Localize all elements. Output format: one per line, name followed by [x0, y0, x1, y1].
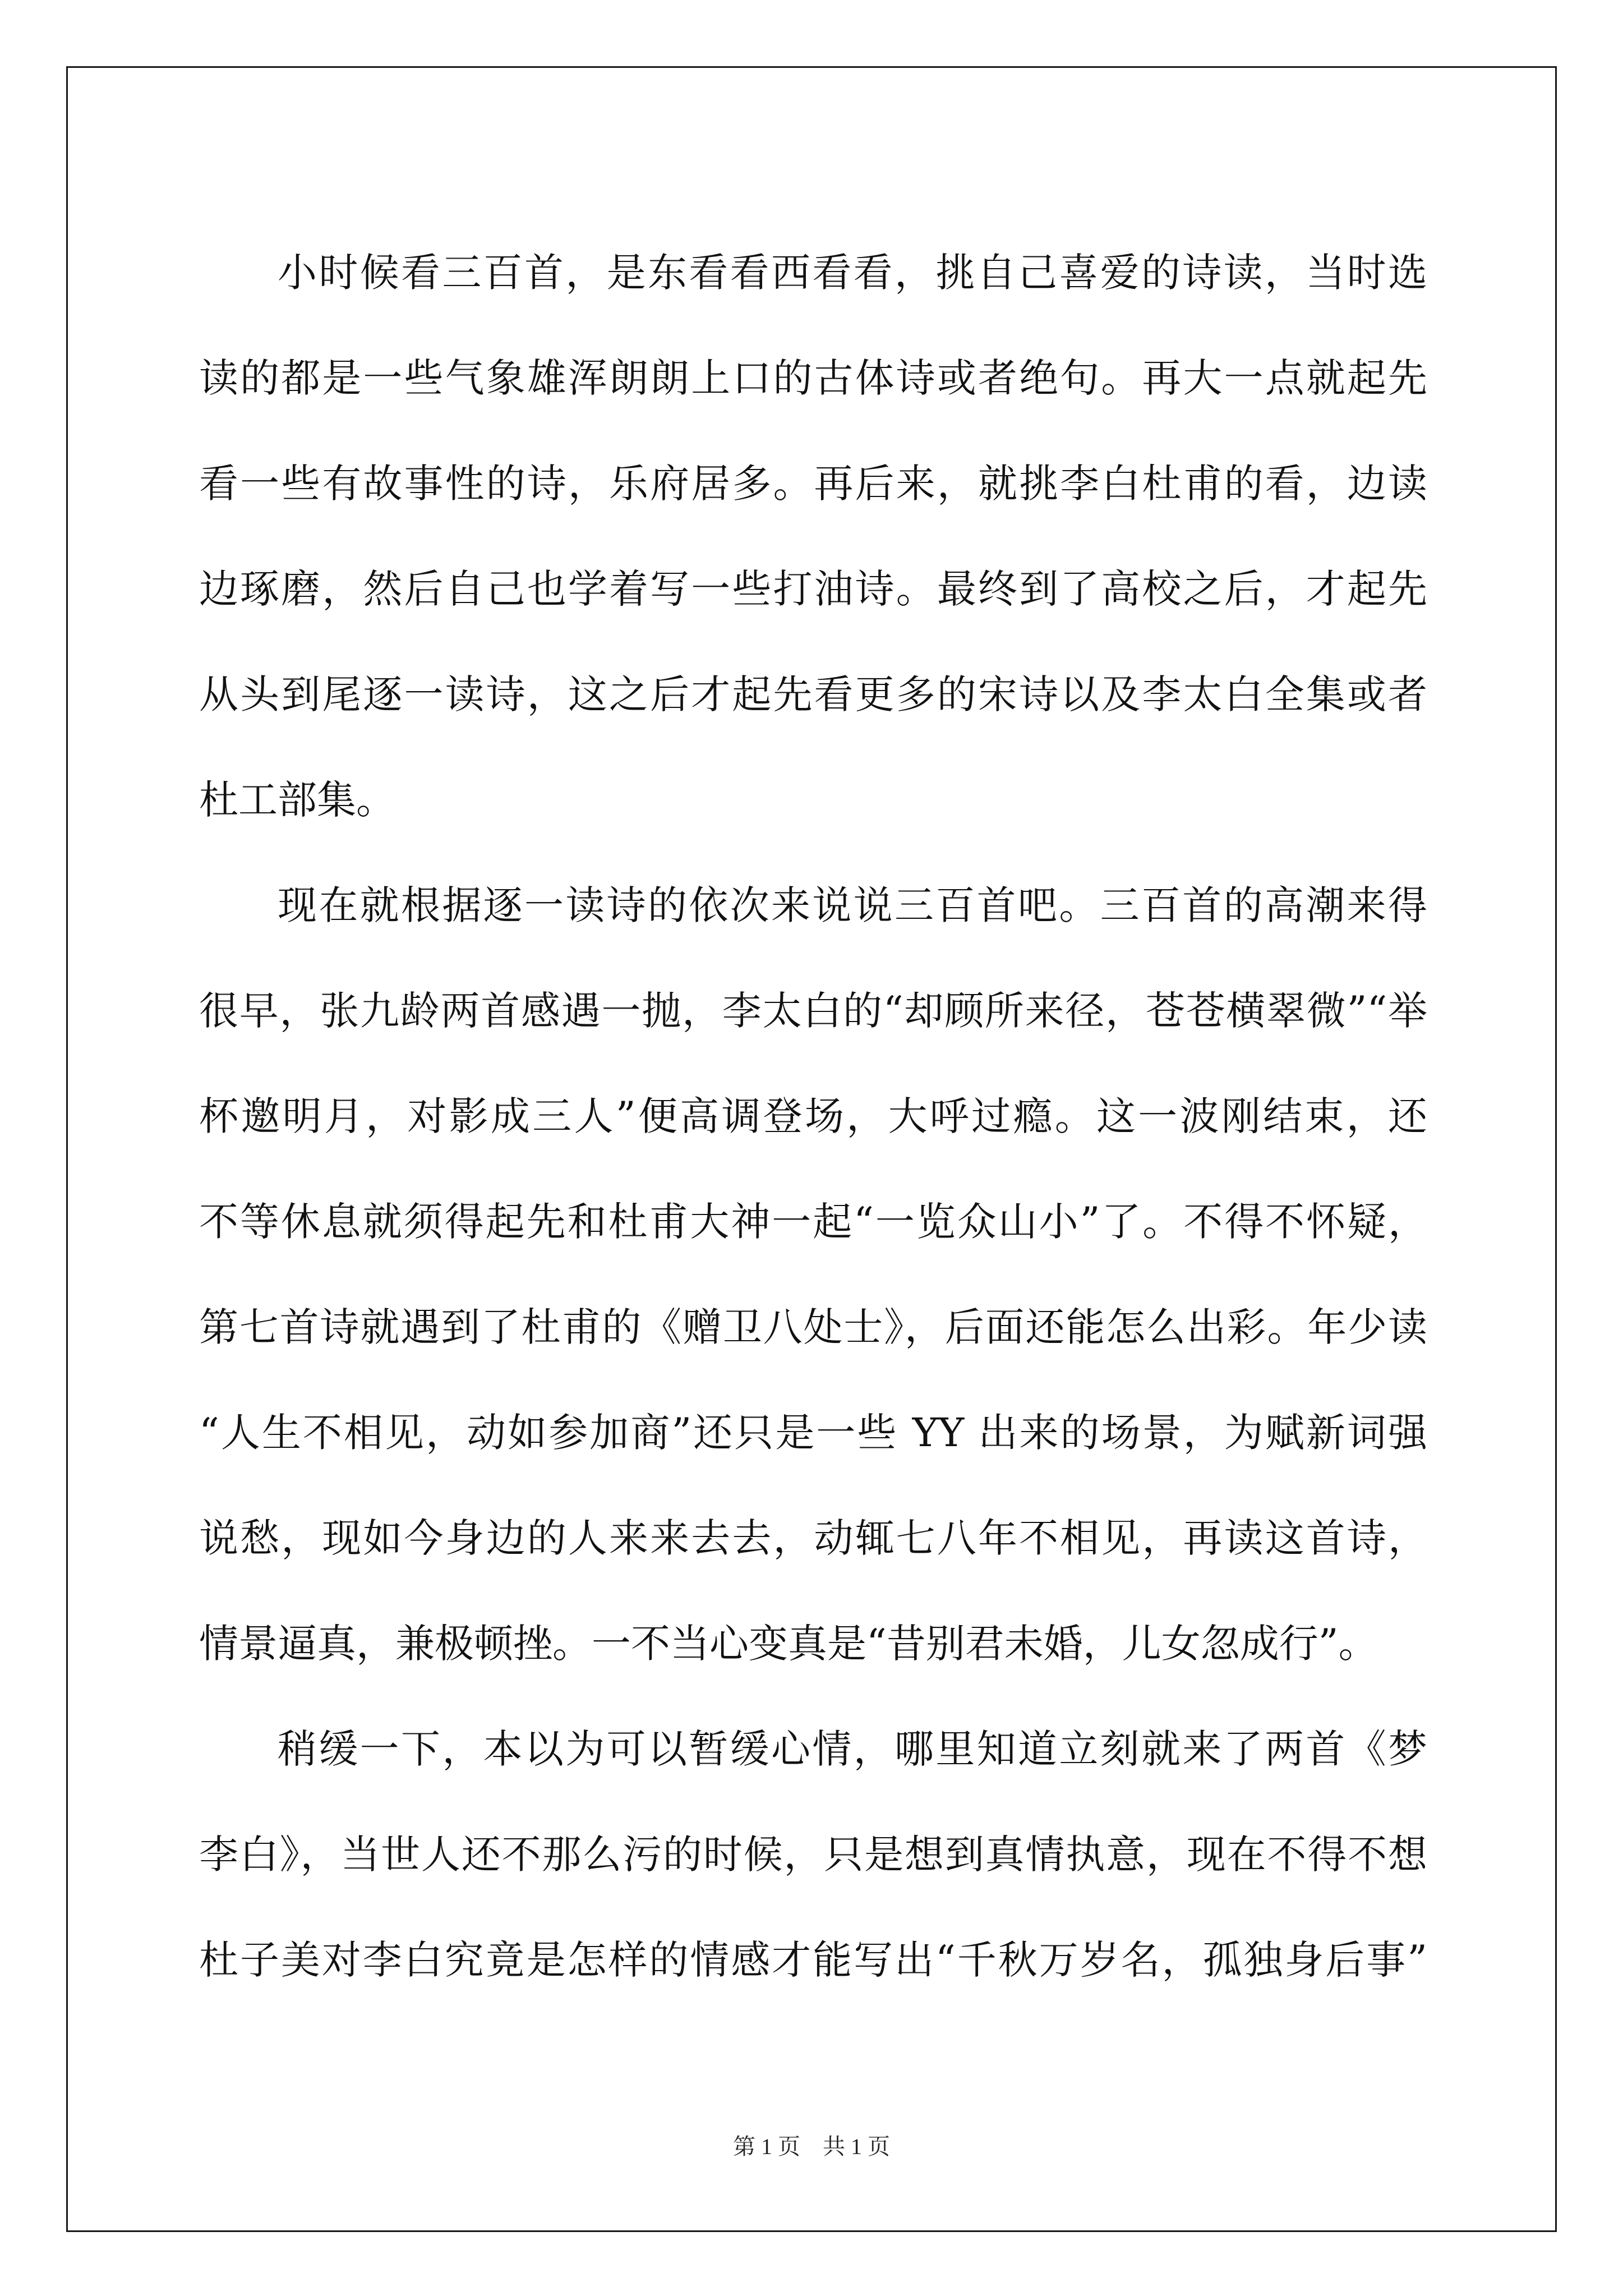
text-line: 看一些有故事性的诗，乐府居多。再后来，就挑李白杜甫的看，边读: [199, 461, 1427, 507]
text-line: 不等休息就须得起先和杜甫大神一起“一览众山小”了。不得不怀疑，: [199, 1199, 1427, 1245]
text-line: 从头到尾逐一读诗，这之后才起先看更多的宋诗以及李太白全集或者: [199, 671, 1427, 717]
text-line: 读的都是一些气象雄浑朗朗上口的古体诗或者绝句。再大一点就起先: [199, 355, 1427, 401]
text-line: 第七首诗就遇到了杜甫的《赠卫八处士》，后面还能怎么出彩。年少读: [199, 1304, 1427, 1350]
page-number: 第 1 页: [733, 2134, 800, 2159]
page-footer: [0, 2129, 1623, 2161]
page-total: 共 1 页: [823, 2134, 890, 2159]
text-line: 杜子美对李白究竟是怎样的情感才能写出“千秋万岁名，孤独身后事”: [199, 1937, 1427, 1983]
text-line: 杜工部集。: [199, 777, 395, 823]
text-line: “人生不相见，动如参加商”还只是一些 YY 出来的场景，为赋新词强: [199, 1410, 1427, 1456]
text-line: 情景逼真，兼极顿挫。一不当心变真是“昔别君未婚，儿女忽成行”。: [199, 1621, 1378, 1667]
text-line: 边琢磨，然后自己也学着写一些打油诗。最终到了高校之后，才起先: [199, 566, 1427, 612]
text-line: 很早，张九龄两首感遇一抛，李太白的“却顾所来径，苍苍横翠微”“举: [199, 988, 1427, 1034]
text-line: 李白》，当世人还不那么污的时候，只是想到真情执意，现在不得不想: [199, 1832, 1427, 1878]
text-line: 小时候看三百首，是东看看西看看，挑自己喜爱的诗读，当时选: [278, 250, 1427, 296]
document-body: [199, 220, 1427, 2013]
text-line: 说愁，现如今身边的人来来去去，动辄七八年不相见，再读这首诗，: [199, 1515, 1427, 1561]
text-line: 杯邀明月，对影成三人”便高调登场，大呼过瘾。这一波刚结束，还: [199, 1093, 1427, 1139]
text-line: 稍缓一下，本以为可以暂缓心情，哪里知道立刻就来了两首《梦: [278, 1726, 1427, 1772]
text-line: 现在就根据逐一读诗的依次来说说三百首吧。三百首的高潮来得: [278, 882, 1427, 928]
